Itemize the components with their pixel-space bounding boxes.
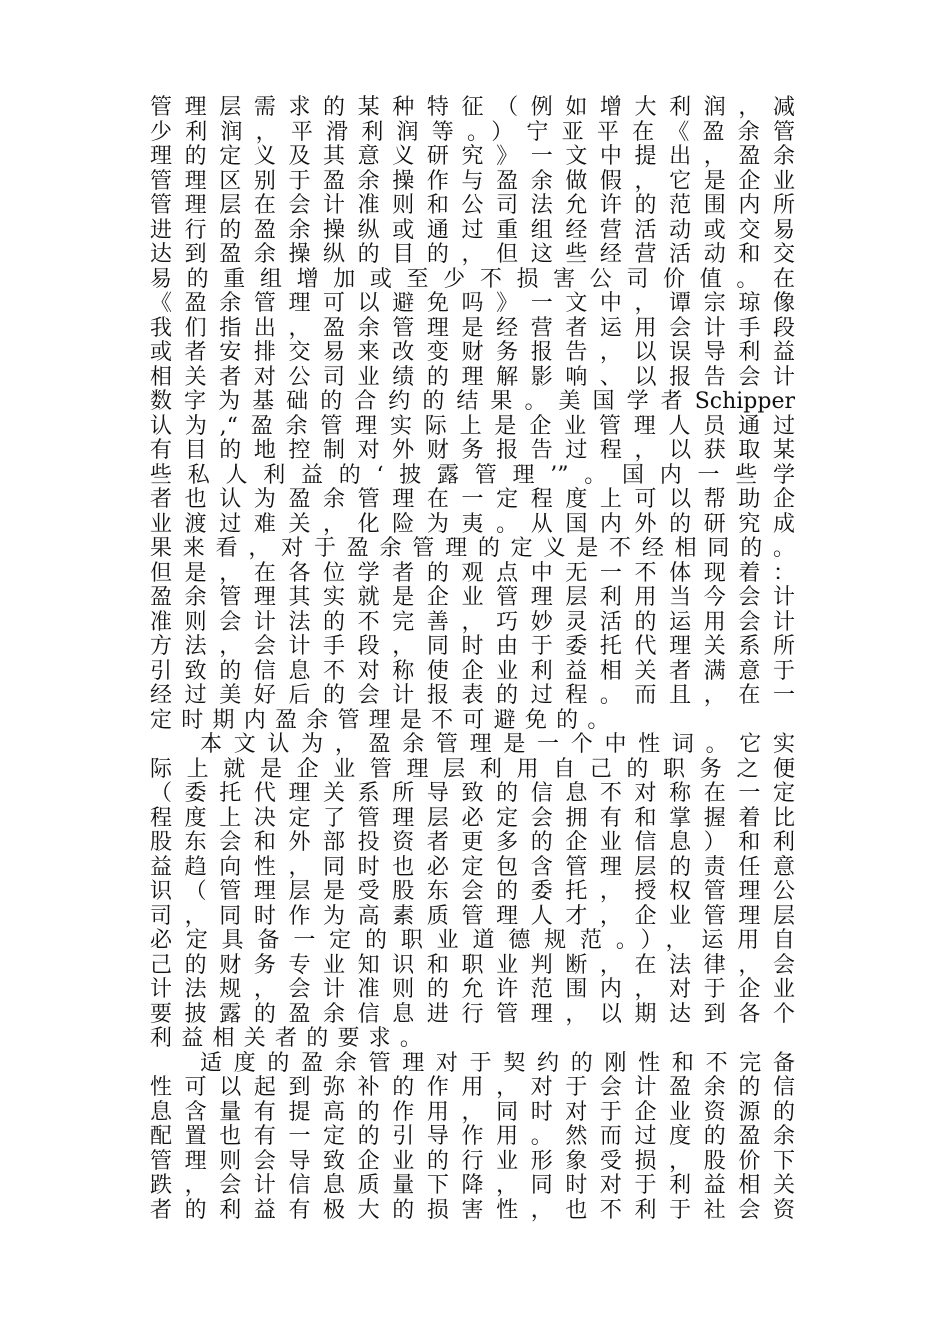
text-line: 管理则会导致企业的行业形象受损，股价下 <box>150 1148 795 1174</box>
text-line: 息含量有提高的作用，同时对于企业资源的 <box>150 1099 795 1125</box>
text-line: 者的利益有极大的损害性，也不利于社会资 <box>150 1197 795 1223</box>
text-line: 进行的盈余操纵或通过重组经营活动或交易 <box>150 217 795 243</box>
text-line: 计法规，会计准则的允许范围内，对于企业 <box>150 977 795 1002</box>
text-line: 引致的信息不对称使企业利益相关者满意于 <box>150 658 795 684</box>
text-line: 管理层在会计准则和公司法允许的范围内所 <box>150 193 795 218</box>
text-line: 或者安排交易来改变财务报告，以误导利益 <box>150 340 795 365</box>
text-line: 管理区别于盈余操作与盈余做假，它是企业 <box>150 168 795 194</box>
text-line: 《盈余管理可以避免吗》一文中，谭宗琼像 <box>150 291 795 316</box>
text-line: 管理层需求的某种特征（例如增大利润，减 <box>150 95 795 120</box>
text-line: 要披露的盈余信息进行管理，以期达到各个 <box>150 1001 795 1027</box>
text-line: 性可以起到弥补的作用，对于会计盈余的信 <box>150 1075 795 1100</box>
text-line: 我们指出，盈余管理是经营者运用会计手段 <box>150 315 795 341</box>
text-line: 方法，会计手段，同时由于委托代理关系所 <box>150 634 795 659</box>
text-line: 少利润，平滑利润等。）宁亚平在《盈余管 <box>150 119 795 145</box>
text-line: 盈余管理其实就是企业管理层利用当今会计 <box>150 585 795 610</box>
paragraph-end-line: 利益相关者的要求。 <box>150 1026 432 1051</box>
text-line: 经过美好后的会计报表的过程。而且，在一 <box>150 683 795 708</box>
text-line: 司，同时作为高素质管理人才，企业管理层 <box>150 903 795 929</box>
text-line: 些私人利益的‘披露管理’”。国内一些学 <box>150 462 795 488</box>
text-line: 识（管理层是受股东会的委托，授权管理公 <box>150 879 795 904</box>
text-line: 相关者对公司业绩的理解影响、以报告会计 <box>150 364 795 390</box>
text-line: 达到盈余操纵的目的，但这些经营活动和交 <box>150 242 795 267</box>
text-line: 业渡过难关，化险为夷。从国内外的研究成 <box>150 511 795 537</box>
text-line: 认为,“盈余管理实际上是企业管理人员通过 <box>150 413 795 439</box>
text-line: 有目的地控制对外财务报告过程，以获取某 <box>150 438 795 463</box>
text-line: 但是，在各位学者的观点中无一不体现着： <box>150 560 795 586</box>
text-line: 必定具备一定的职业道德规范。），运用自 <box>150 928 795 953</box>
text-line: 己的财务专业知识和职业判断，在法律，会 <box>150 952 795 978</box>
text-line: 跌，会计信息质量下降，同时对于利益相关 <box>150 1173 795 1198</box>
text-line: 易的重组增加或至少不损害公司价值。在 <box>150 266 795 292</box>
text-line: 益趋向性，同时也必定包含管理层的责任意 <box>150 854 795 880</box>
paragraph-start-line: 本文认为，盈余管理是一个中性词。它实 <box>200 732 795 757</box>
text-line: 股东会和外部投资者更多的企业信息）和利 <box>150 830 795 855</box>
text-line: 者也认为盈余管理在一定程度上可以帮助企 <box>150 487 795 512</box>
text-line: （委托代理关系所导致的信息不对称在一定 <box>150 781 795 806</box>
paragraph-end-line: 定时期内盈余管理是不可避免的。 <box>150 707 619 733</box>
text-line: 数字为基础的合约的结果。美国学者Schipper <box>150 389 795 414</box>
text-line: 际上就是企业管理层利用自己的职务之便 <box>150 756 795 782</box>
body-text <box>150 96 795 1223</box>
text-line: 果来看，对于盈余管理的定义是不经相同的。 <box>150 536 795 561</box>
text-line: 准则会计法的不完善，巧妙灵活的运用会计 <box>150 609 795 635</box>
text-line: 配置也有一定的引导作用。然而过度的盈余 <box>150 1124 795 1149</box>
paragraph-start-line: 适度的盈余管理对于契约的刚性和不完备 <box>200 1050 795 1076</box>
text-line: 理的定义及其意义研究》一文中提出，盈余 <box>150 144 795 169</box>
text-line: 程度上决定了管理层必定会拥有和掌握着比 <box>150 805 795 831</box>
